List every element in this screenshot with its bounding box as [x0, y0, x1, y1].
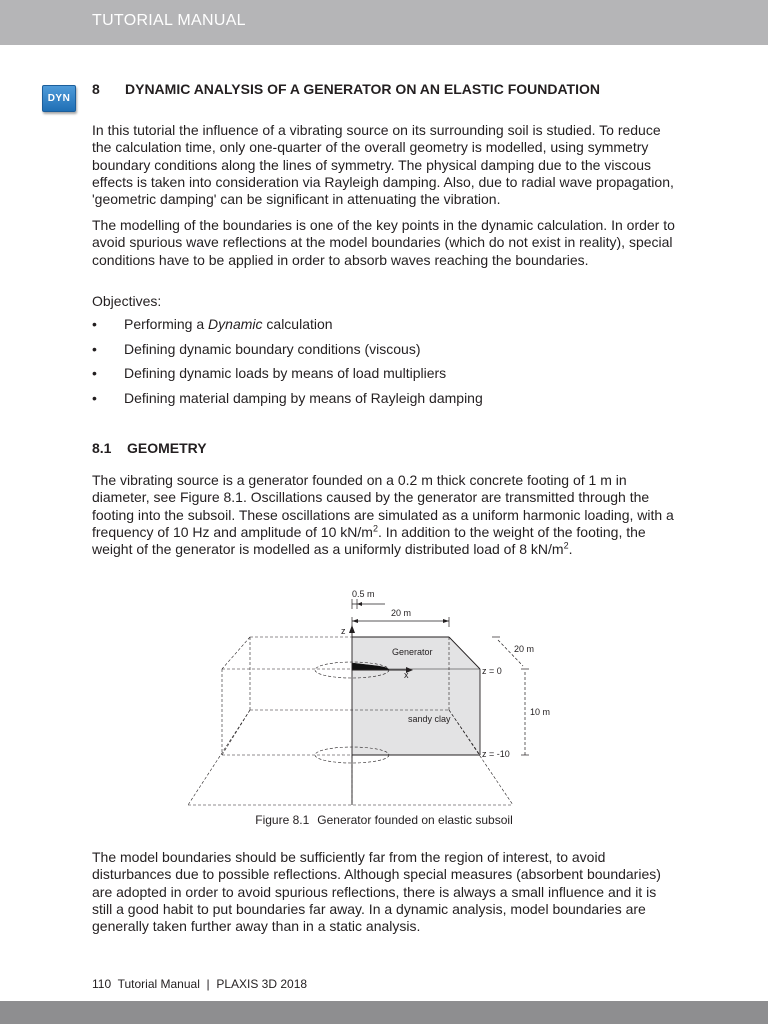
page-footer-bar	[0, 1001, 768, 1024]
bullet-marker: •	[92, 340, 97, 357]
z0-label: z = 0	[482, 666, 502, 676]
list-item: • Performing a Dynamic calculation	[92, 316, 333, 332]
figure-caption: Figure 8.1 Generator founded on elastic subsoil	[255, 813, 513, 827]
soil-label: sandy clay	[408, 714, 451, 724]
closing-paragraph: The model boundaries should be sufficiently far from the region of interest, to avoid disturbances due to possible reflections. Although special measures (absorbent boundaries) are adopted in order to avoid spurious reflections, there is always a small influence and it is still a good habit to put boundaries far away. In a dynamic analysis, model boundaries are generally taken further away than in a static analysis.	[92, 849, 661, 935]
x-axis-label: x	[404, 670, 409, 680]
dim-label-depth: 20 m	[514, 644, 535, 654]
list-item: • Defining dynamic loads by means of load multipliers	[92, 365, 447, 381]
model-volume-shading	[352, 669, 480, 755]
chapter-title: DYNAMIC ANALYSIS OF A GENERATOR ON AN ELASTIC FOUNDATION	[125, 81, 600, 97]
bullet-marker: •	[92, 365, 97, 381]
intro-paragraph-1: In this tutorial the influence of a vibrating source on its surrounding soil is studied. To reduce the calculation time, only one-quarter of the overall geometry is modelled, using symmetry boundary conditions along the lines of symmetry. The physical damping due to the viscous effects is taken into consideration via Rayleigh damping. Also, due to radial wave propagation, 'geometric damping' can be significant in attenuating the vibration.	[92, 122, 674, 208]
running-header-title: TUTORIAL MANUAL	[92, 12, 246, 29]
list-item: • Defining dynamic boundary conditions (viscous)	[92, 340, 421, 357]
section-number: 8.1	[92, 440, 112, 456]
objectives-label: Objectives:	[92, 293, 162, 309]
section-heading	[92, 440, 207, 456]
zm10-label: z = -10	[482, 749, 510, 759]
bullet-marker: •	[92, 316, 97, 332]
generator-label: Generator	[392, 647, 433, 657]
dim-label-0-5m: 0.5 m	[352, 589, 375, 599]
dyn-module-icon: DYN	[42, 85, 76, 112]
z-axis-label: z	[341, 626, 346, 636]
dim-label-width: 20 m	[391, 608, 412, 618]
page-footer: 110 Tutorial Manual | PLAXIS 3D 2018	[92, 977, 308, 991]
generator-figure	[185, 583, 551, 808]
objectives-list	[92, 316, 677, 414]
chapter-number: 8	[92, 81, 100, 97]
page-number: 110	[92, 977, 112, 991]
intro-paragraph-2: The modelling of the boundaries is one of the key points in the dynamic calculation. In order to avoid spurious wave reflections at the model boundaries (which do not exist in reality), special conditions have to be applied in order to absorb waves reaching the boundaries.	[92, 217, 675, 268]
geometry-paragraph: The vibrating source is a generator founded on a 0.2 m thick concrete footing of 1 m in diameter, see Figure 8.1. Oscillations caused by the generator are transmitted through the footing into the subsoil. These oscillations are simulated as a uniform harmonic loading, with a frequency of 10 Hz and amplitude of 10 $kN/m^2$. In addition to the weight of the footing, the weight of the generator is modelled as a uniformly distributed load of 8 $kN/m^2$.	[92, 472, 674, 558]
list-item: • Defining material damping by means of Rayleigh damping	[92, 389, 483, 406]
section-title: GEOMETRY	[127, 440, 207, 456]
bullet-marker: •	[92, 389, 97, 406]
dim-label-height: 10 m	[530, 707, 551, 717]
chapter-heading	[92, 81, 600, 97]
